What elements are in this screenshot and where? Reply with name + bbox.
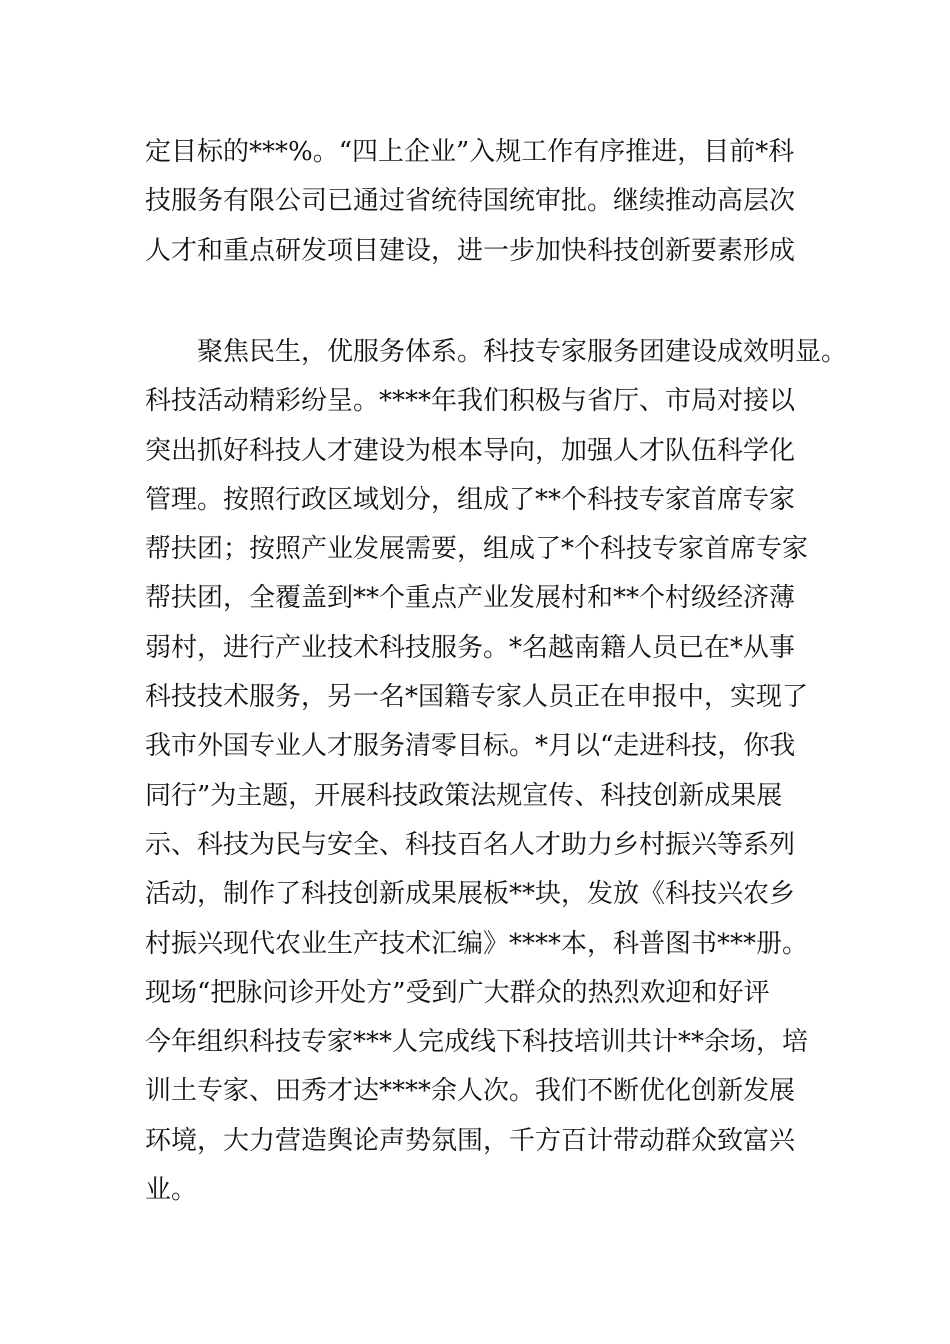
paragraph-2	[145, 328, 848, 1215]
text-line: 今年组织科技专家***人完成线下科技培训共计**余场，培	[145, 1027, 809, 1058]
text-line: 村振兴现代农业生产技术汇编》****本，科普图书***册。	[145, 928, 809, 959]
text-line: 业。	[145, 1175, 198, 1206]
text-line: 活动，制作了科技创新成果展板**块，发放《科技兴农乡	[145, 879, 796, 910]
text-line: 示、科技为民与安全、科技百名人才助力乡村振兴等系列	[145, 829, 796, 860]
text-line: 环境，大力营造舆论声势氛围，千方百计带动群众致富兴	[145, 1125, 796, 1156]
text-line: 聚焦民生，优服务体系。科技专家服务团建设成效明显。	[145, 337, 848, 367]
text-line: 科技活动精彩纷呈。****年我们积极与省厅、市局对接以	[145, 386, 796, 417]
text-line: 帮扶团，全覆盖到**个重点产业发展村和**个村级经济薄	[145, 583, 796, 614]
text-line: 帮扶团；按照产业发展需要，组成了*个科技专家首席专家	[145, 534, 809, 565]
text-line: 现场“把脉问诊开处方”受到广大群众的热烈欢迎和好评	[145, 977, 770, 1008]
text-line: 同行”为主题，开展科技政策法规宣传、科技创新成果展	[145, 780, 783, 811]
text-line: 弱村，进行产业技术科技服务。*名越南籍人员已在*从事	[145, 632, 796, 663]
text-line: 管理。按照行政区域划分，组成了**个科技专家首席专家	[145, 484, 796, 515]
text-line: 我市外国专业人才服务清零目标。*月以“走进科技，你我	[145, 731, 796, 762]
text-line: 科技技术服务，另一名*国籍专家人员正在申报中，实现了	[145, 682, 809, 713]
text-line: 人才和重点研发项目建设，进一步加快科技创新要素形成	[145, 235, 796, 266]
text-line: 技服务有限公司已通过省统待国统审批。继续推动高层次	[145, 186, 796, 217]
text-line: 定目标的***%。“四上企业”入规工作有序推进，目前*科	[145, 137, 795, 167]
paragraph-1	[145, 128, 815, 276]
text-line: 训土专家、田秀才达****余人次。我们不断优化创新发展	[145, 1076, 796, 1107]
text-line: 突出抓好科技人才建设为根本导向，加强人才队伍科学化	[145, 435, 796, 466]
